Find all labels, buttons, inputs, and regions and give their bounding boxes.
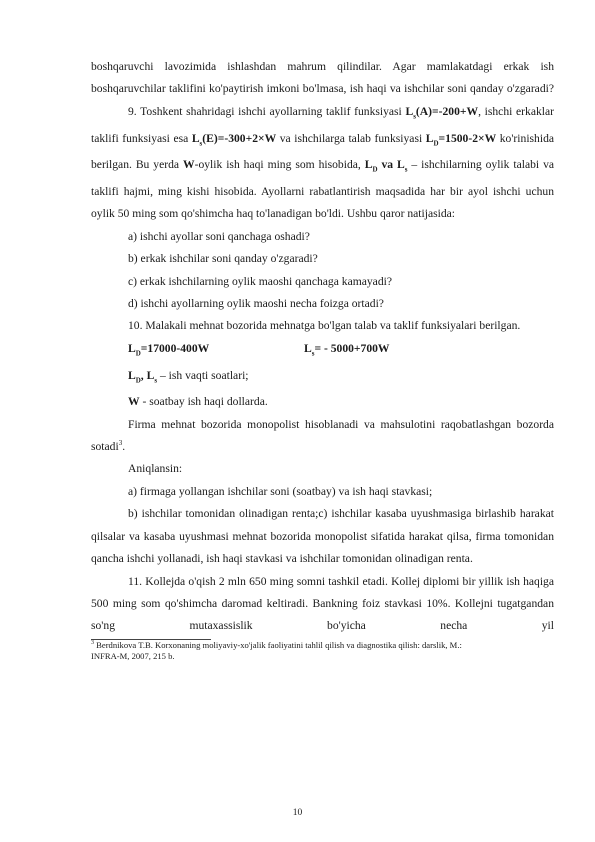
list-item: a) ishchi ayollar soni qanchaga oshadi?	[128, 229, 310, 243]
footnote-ref: 3	[118, 439, 123, 448]
equations-row	[91, 338, 554, 365]
demand-equation: $L_D=17000-400W$	[128, 341, 210, 358]
list-item: a) firmaga yollangan ishchilar soni (soatbay) va ish haqi stavkasi;	[128, 484, 433, 498]
formula-ls-a: $L_s(A)=-200+W$	[405, 104, 479, 121]
problem-10-intro: 10. Malakali mehnat bozorida mehnatga bo'lgan talab va taklif funksiyalari berilgan.	[128, 319, 521, 333]
list-item: d) ishchi ayollarning oylik maoshi necha foizga ortadi?	[128, 297, 384, 310]
definition-l: $L_D$, $L_s$ – ish vaqti soatlari;	[128, 368, 249, 384]
list-item: c) erkak ishchilarning oylik maoshi qanchaga kamayadi?	[128, 274, 392, 288]
problem-9: 9. Toshkent shahridagi ishchi ayollarning taklif funksiyasi $L_s(A)=-200+W$, ishchi erkaklar taklifi funksiyasi esa $L_s(E)=-300+2\times W$ va ishchilarga talab funksiyasi $L_D=1500-2\times W$ ko'rinishida berilgan. Bu yerda W-oylik ish haqi ming som hisobida, $L_D$ va $L_s$ – ishchilarning oylik talabi va taklifi hajmi, ming kishi hisobida. Ayollarni rabatlantirish maqsadida har bir ayol ishchi uchun oylik 50 ming som qo'shimcha haq to'lanadigan bo'ldi. Ushbu qaror natijasida:	[91, 104, 555, 221]
supply-equation: $L_s= - 5000+700W$	[304, 341, 390, 358]
paragraph-intro: boshqaruvchi lavozimida ishlashdan mahrum qilindilar. Agar mamlakatdagi erkak ish boshqaruvchilar taklifini ko'paytirish imkoni bo'lmasa, ish haqi va ishchilar soni qanday o'zgaradi?	[91, 60, 554, 96]
formula-ls-e: $L_s(E)=-300+2\times W$	[191, 131, 277, 147]
document-page	[91, 56, 554, 663]
firma-paragraph: Firma mehnat bozorida monopolist hisoblanadi va mahsulotini raqobatlashgan bozorda sotadi$^3$.	[91, 417, 554, 454]
definition-w: W - soatbay ish haqi dollarda.	[128, 395, 268, 409]
aniqlansin-label: Aniqlansin:	[128, 462, 183, 476]
page-number: 10	[292, 808, 303, 818]
list-item: b) ishchilar tomonidan olinadigan renta;c) ishchilar kasaba uyushmasiga birlashib harakat qilsalar va kasaba uyushmasi mehnat bozorida monopolist sifatida harakat qilsa, firma tomonidan qancha ishchi yollanadi, ish haqi stavkasi va ishchilar tomonidan olinadigan renta.	[91, 507, 554, 566]
list-item: b) erkak ishchilar soni qanday o'zgaradi?	[128, 252, 318, 266]
footnote: $^3$ Berdnikova T.B. Korxonaning moliyaviy-xo'jalik faoliyatini tahlil qilish va diagnostika qilish: darslik, M.:	[91, 639, 462, 650]
formula-ld: $L_D=1500-2\times W$	[425, 131, 497, 147]
problem-11: 11. Kollejda o'qish 2 mln 650 ming somni tashkil etadi. Kollej diplomi bir yillik ish haqiga 500 ming som qo'shimcha daromad keltiradi. Bankning foiz stavkasi 10%. Kollejni tugatgandan so'ng mutaxassislik bo'yicha necha yil	[91, 574, 554, 633]
footnote-line2: INFRA-M, 2007, 215 b.	[91, 651, 175, 662]
